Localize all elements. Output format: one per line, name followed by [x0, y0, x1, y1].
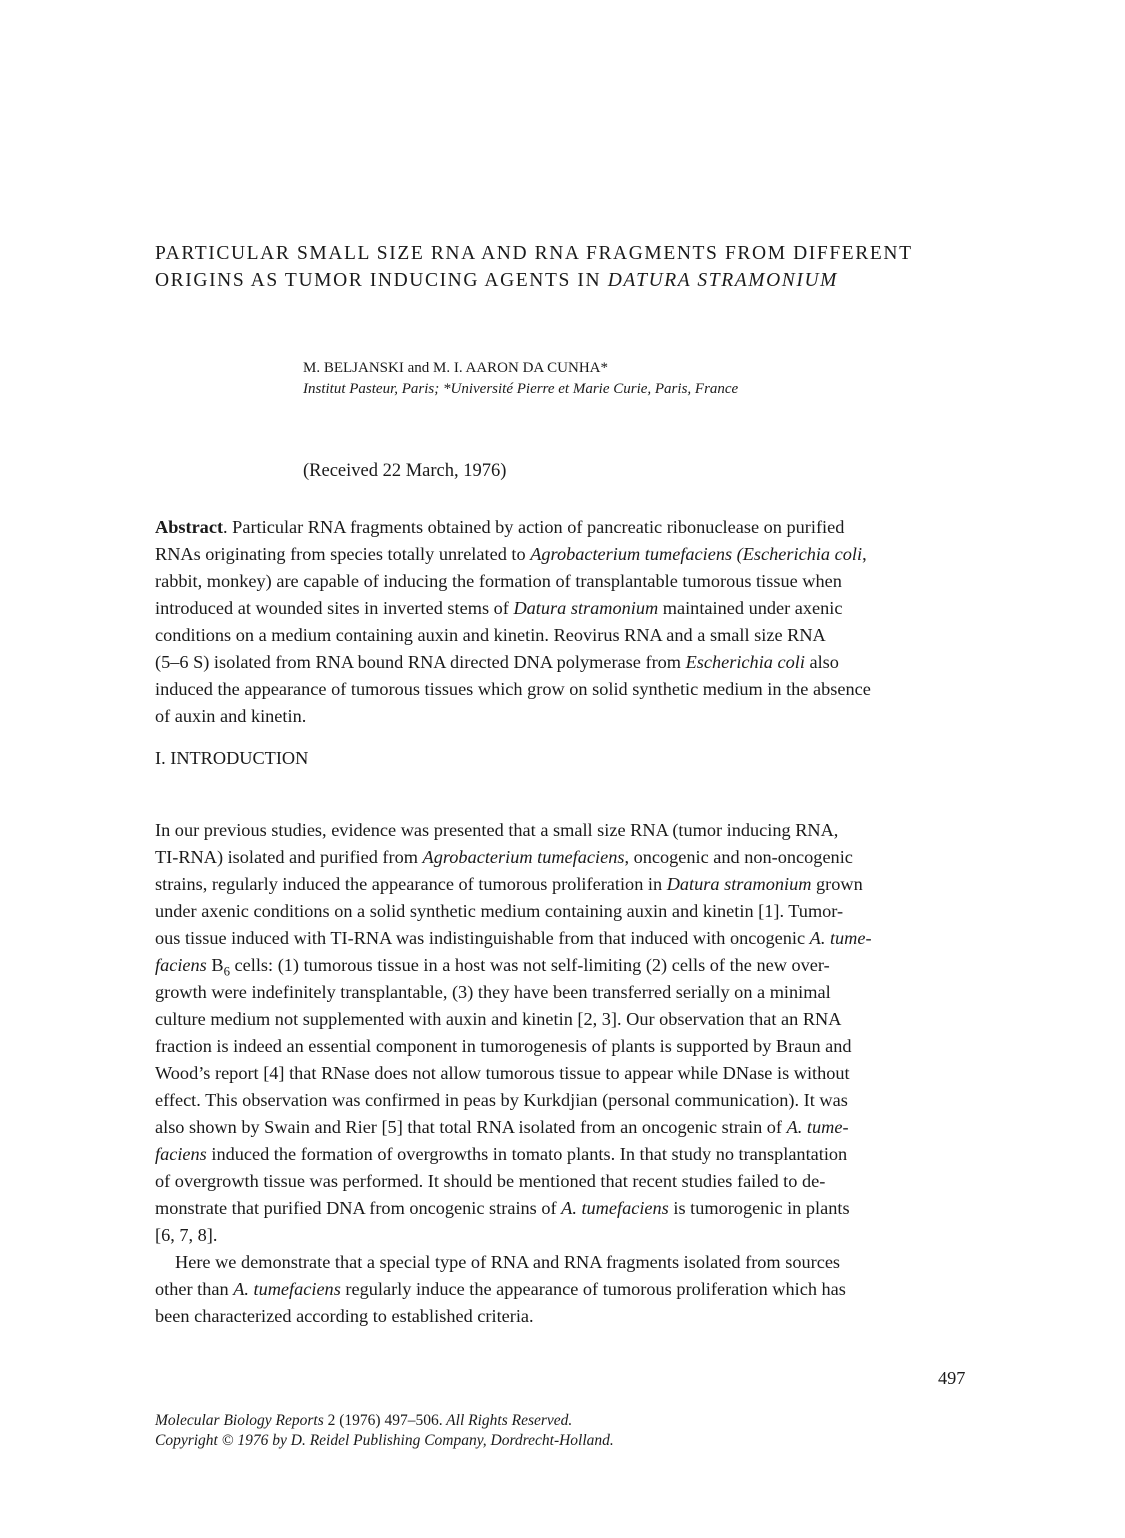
intro-line: monstrate that purified DNA from oncogenic strains of A. tumefaciens is tumorogenic in plants — [155, 1198, 850, 1218]
footer-copyright: Copyright © 1976 by D. Reidel Publishing Company, Dordrecht-Holland. — [155, 1432, 614, 1449]
abstract-line: Abstract. Particular RNA fragments obtained by action of pancreatic ribonuclease on purified — [155, 517, 845, 537]
intro-line: other than A. tumefaciens regularly induce the appearance of tumorous proliferation which has — [155, 1279, 846, 1299]
intro-line: TI-RNA) isolated and purified from Agrobacterium tumefaciens, oncogenic and non-oncogenic — [155, 847, 853, 867]
intro-line: [6, 7, 8]. — [155, 1225, 218, 1245]
footer-citation — [155, 1411, 614, 1451]
intro-line: Wood’s report [4] that RNase does not allow tumorous tissue to appear while DNase is without — [155, 1063, 850, 1083]
introduction-body — [155, 817, 985, 1330]
intro-line: Here we demonstrate that a special type of RNA and RNA fragments isolated from sources — [175, 1252, 841, 1272]
intro-line: effect. This observation was confirmed in peas by Kurkdjian (personal communication). It was — [155, 1090, 848, 1110]
footer-journal-line: Molecular Biology Reports 2 (1976) 497–506. All Rights Reserved. — [155, 1412, 573, 1429]
authors: M. BELJANSKI and M. I. AARON DA CUNHA* — [303, 360, 609, 376]
abstract-line: introduced at wounded sites in inverted stems of Datura stramonium maintained under axenic — [155, 598, 843, 618]
abstract-line: of auxin and kinetin. — [155, 706, 307, 726]
intro-line: of overgrowth tissue was performed. It should be mentioned that recent studies failed to de- — [155, 1171, 826, 1191]
intro-line: under axenic conditions on a solid synthetic medium containing auxin and kinetin [1]. Tumor- — [155, 901, 844, 921]
intro-line: been characterized according to established criteria. — [155, 1306, 534, 1326]
page-number: 497 — [938, 1368, 966, 1388]
intro-line: also shown by Swain and Rier [5] that total RNA isolated from an oncogenic strain of A. tume- — [155, 1117, 849, 1137]
abstract-line: conditions on a medium containing auxin and kinetin. Reovirus RNA and a small size RNA — [155, 625, 826, 645]
intro-line: fraction is indeed an essential component in tumorogenesis of plants is supported by Braun and — [155, 1036, 852, 1056]
title-line-2: ORIGINS AS TUMOR INDUCING AGENTS IN DATURA STRAMONIUM — [155, 270, 838, 291]
intro-line: In our previous studies, evidence was presented that a small size RNA (tumor inducing RNA, — [155, 820, 839, 840]
abstract-label: Abstract — [155, 517, 224, 537]
abstract-line: (5–6 S) isolated from RNA bound RNA directed DNA polymerase from Escherichia coli also — [155, 652, 839, 672]
title-line-1: PARTICULAR SMALL SIZE RNA AND RNA FRAGMENTS FROM DIFFERENT — [155, 243, 913, 264]
intro-line: faciens induced the formation of overgrowths in tomato plants. In that study no transplantation — [155, 1144, 848, 1164]
paper-title — [155, 240, 1015, 294]
intro-line: growth were indefinitely transplantable, (3) they have been transferred serially on a minimal — [155, 982, 831, 1002]
intro-line: strains, regularly induced the appearance of tumorous proliferation in Datura stramonium grown — [155, 874, 863, 894]
intro-line: faciens $B_6$ cells: (1) tumorous tissue in a host was not self-limiting (2) cells of the new over- — [155, 955, 830, 979]
intro-line: culture medium not supplemented with auxin and kinetin [2, 3]. Our observation that an RNA — [155, 1009, 842, 1029]
affiliation: Institut Pasteur, Paris; *Université Pierre et Marie Curie, Paris, France — [303, 381, 739, 397]
received-date: (Received 22 March, 1976) — [303, 461, 507, 481]
abstract-line: induced the appearance of tumorous tissues which grow on solid synthetic medium in the absence — [155, 679, 871, 699]
abstract-line: rabbit, monkey) are capable of inducing the formation of transplantable tumorous tissue when — [155, 571, 842, 591]
section-heading: I. INTRODUCTION — [155, 748, 309, 768]
abstract-line: RNAs originating from species totally unrelated to Agrobacterium tumefaciens (Escherichia coli, — [155, 544, 867, 564]
intro-line: ous tissue induced with TI-RNA was indistinguishable from that induced with oncogenic A. tume- — [155, 928, 872, 948]
abstract — [155, 514, 985, 730]
